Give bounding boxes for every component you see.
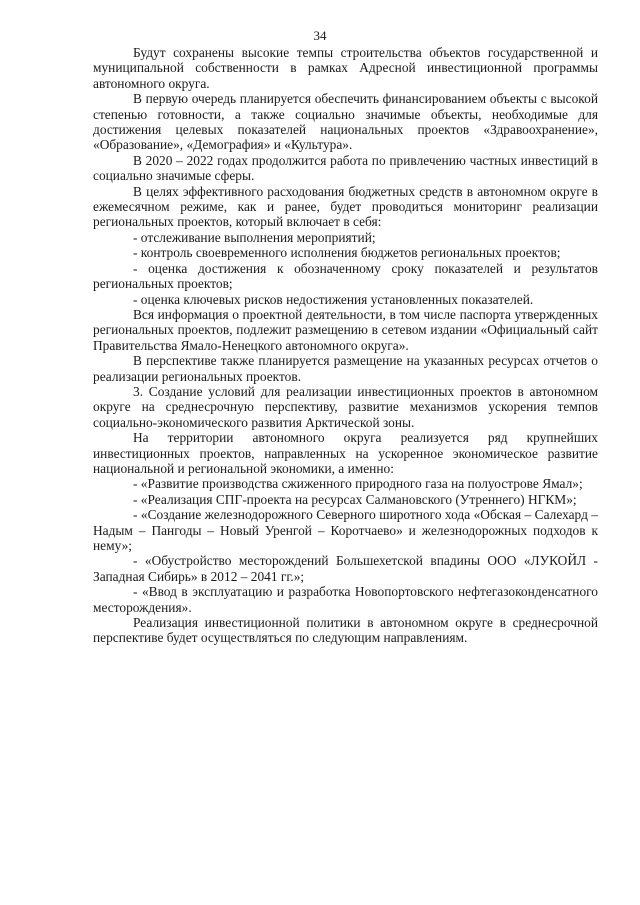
paragraph: На территории автономного округа реализуется ряд крупнейших инвестиционных проектов, направленных на ускоренное экономическое развитие национальной и региональной экономики, а именно: xyxy=(93,430,598,476)
list-item: - «Ввод в эксплуатацию и разработка Новопортовского нефтегазоконденсатного месторождения». xyxy=(93,584,598,615)
list-item: - оценка достижения к обозначенному сроку показателей и результатов региональных проектов; xyxy=(93,260,598,292)
list-item: - «Реализация СПГ-проекта на ресурсах Салмановского (Утреннего) НГКМ»; xyxy=(133,491,577,507)
paragraph: В перспективе также планируется размещение на указанных ресурсах отчетов о реализации региональных проектов. xyxy=(93,353,598,384)
paragraph: Будут сохранены высокие темпы строительства объектов государственной и муниципальной собственности в рамках Адресной инвестиционной программы автономного округа. xyxy=(93,45,598,91)
section-heading: 3. Создание условий для реализации инвестиционных проектов в автономном округе на среднесрочную перспективу, развитие механизмов ускорения темпов социально-экономического развития Арктической зоны. xyxy=(93,383,598,430)
list-item: - отслеживание выполнения мероприятий; xyxy=(133,229,376,245)
document-body xyxy=(93,45,598,646)
paragraph: В 2020 – 2022 годах продолжится работа по привлечению частных инвестиций в социально значимые сферы. xyxy=(93,152,598,184)
list-item: - оценка ключевых рисков недостижения установленных показателей. xyxy=(133,291,534,307)
paragraph: В целях эффективного расходования бюджетных средств в автономном округе в ежемесячном режиме, как и ранее, будет проводиться мониторинг реализации региональных проектов, который включает в себя: xyxy=(93,183,598,230)
list-item: - «Обустройство месторождений Большехетской впадины ООО «ЛУКОЙЛ - Западная Сибирь» в 2012 – 2041 гг.»; xyxy=(93,553,598,584)
paragraph: В первую очередь планируется обеспечить финансированием объекты с высокой степенью готовности, а также социально значимые объекты, необходимые для достижения целевых показателей национальных проектов «Здравоохранение», «Образование», «Демография» и «Культура». xyxy=(93,91,598,153)
list-item: - «Создание железнодорожного Северного широтного хода «Обская – Салехард – Надым – Пангоды – Новый Уренгой – Коротчаево» и железнодорожных подходов к нему»; xyxy=(93,507,598,553)
paragraph: Реализация инвестиционной политики в автономном округе в среднесрочной перспективе будет осуществляться по следующим направлениям. xyxy=(93,615,598,646)
list-item: - «Развитие производства сжиженного природного газа на полуострове Ямал»; xyxy=(133,476,583,492)
page-number: 34 xyxy=(313,28,327,43)
list-item: - контроль своевременного исполнения бюджетов региональных проектов; xyxy=(133,245,561,261)
paragraph: Вся информация о проектной деятельности, в том числе паспорта утвержденных региональных проектов, подлежит размещению в сетевом издании «Официальный сайт Правительства Ямало-Ненецкого автономного округа». xyxy=(93,306,598,353)
